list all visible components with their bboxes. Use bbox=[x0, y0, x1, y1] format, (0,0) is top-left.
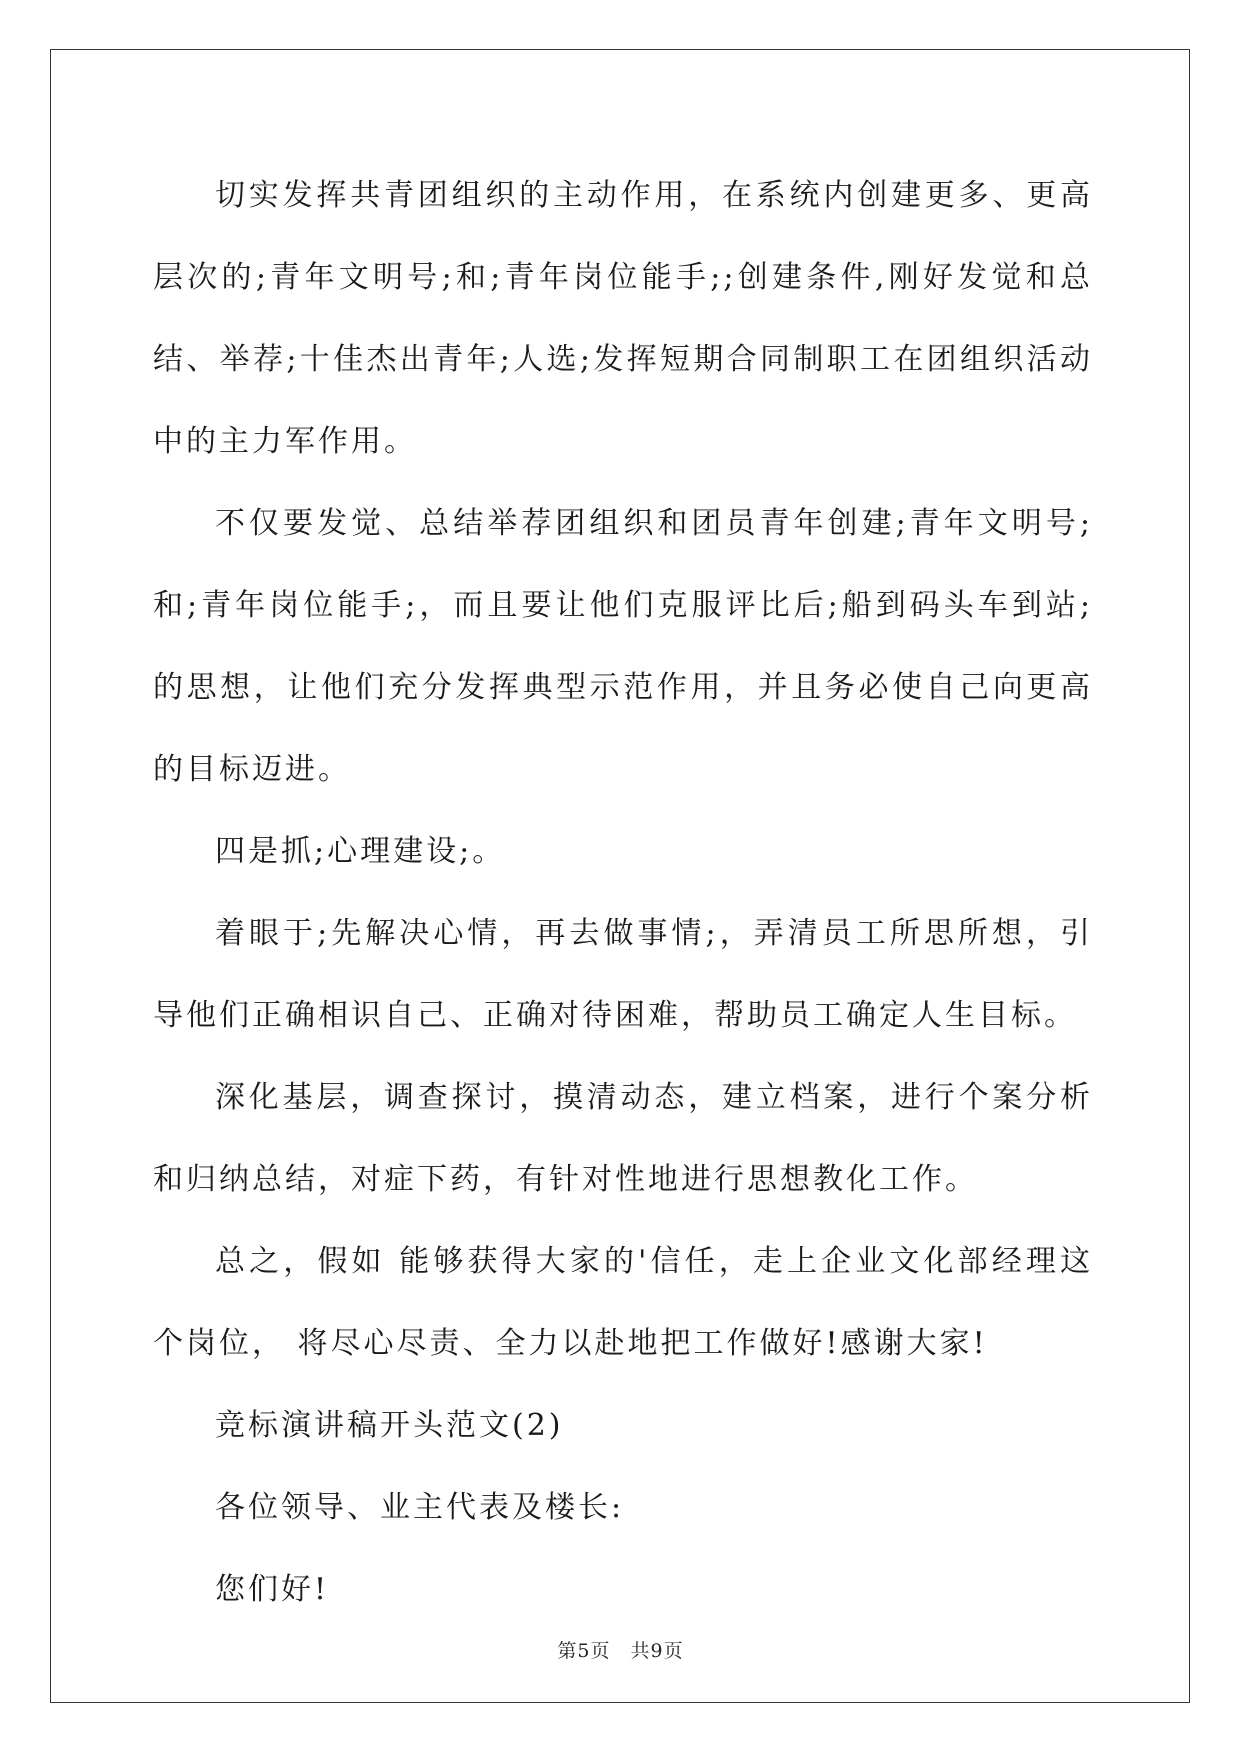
paragraph: 四是抓;心理建设;。 bbox=[215, 834, 506, 869]
document-body bbox=[153, 155, 1093, 1631]
page-number: 第5页 bbox=[557, 1640, 611, 1662]
salutation: 各位领导、业主代表及楼长: bbox=[215, 1490, 625, 1525]
page-footer bbox=[0, 1636, 1241, 1663]
greeting: 您们好! bbox=[215, 1572, 330, 1607]
paragraph: 深化基层，调查探讨，摸清动态，建立档案，进行个案分析和归纳总结，对症下药，有针对性地进行思想教化工作。 bbox=[153, 1080, 1093, 1197]
paragraph: 总之，假如 能够获得大家的'信任，走上企业文化部经理这个岗位， 将尽心尽责、全力以赴地把工作做好!感谢大家! bbox=[153, 1244, 1093, 1361]
section-heading: 竞标演讲稿开头范文(2) bbox=[215, 1408, 564, 1443]
paragraph: 着眼于;先解决心情，再去做事情;，弄清员工所思所想，引导他们正确相识自己、正确对待困难，帮助员工确定人生目标。 bbox=[153, 916, 1093, 1033]
paragraph: 不仅要发觉、总结举荐团组织和团员青年创建;青年文明号;和;青年岗位能手;，而且要让他们克服评比后;船到码头车到站;的思想，让他们充分发挥典型示范作用，并且务必使自己向更高的目标迈进。 bbox=[153, 506, 1093, 787]
page-total: 共9页 bbox=[630, 1640, 684, 1662]
paragraph: 切实发挥共青团组织的主动作用，在系统内创建更多、更高层次的;青年文明号;和;青年岗位能手;;创建条件,刚好发觉和总结、举荐;十佳杰出青年;人选;发挥短期合同制职工在团组织活动中的主力军作用。 bbox=[153, 178, 1093, 459]
